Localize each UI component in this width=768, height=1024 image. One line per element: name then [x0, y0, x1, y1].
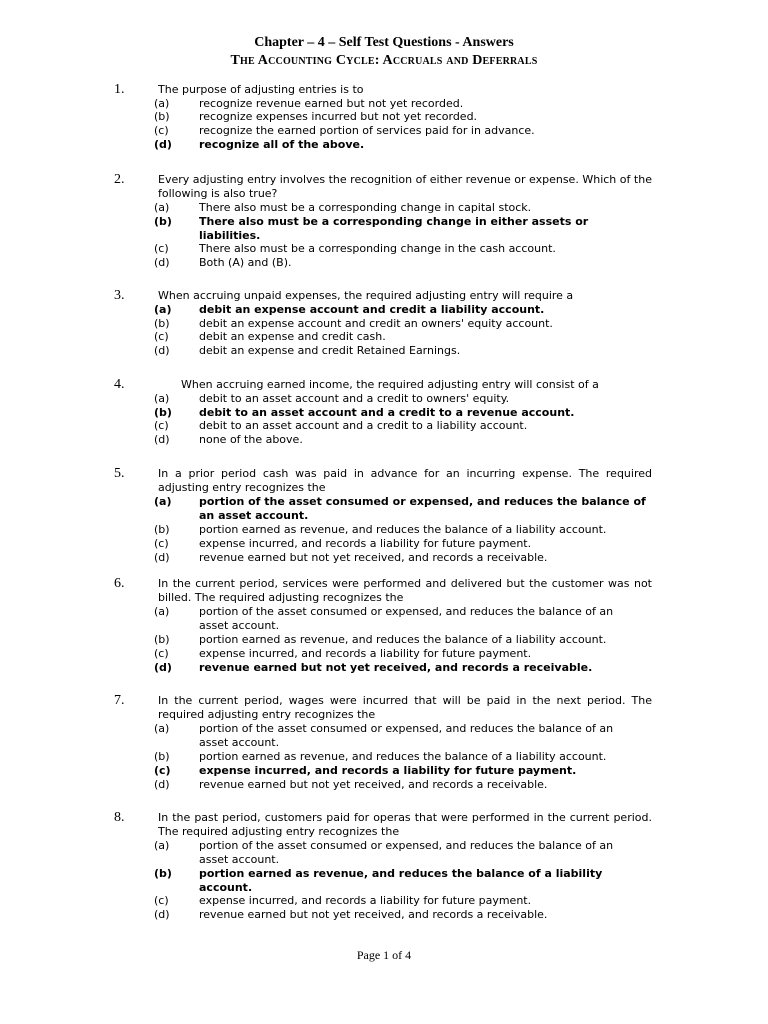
page-number: Page 1 of 4 — [356, 948, 412, 962]
question-stem: In the current period, wages were incurred that will be paid in the next period. The required adjusting entry recognizes the — [158, 694, 652, 721]
document-title: Chapter – 4 – Self Test Questions - Answers — [254, 35, 514, 50]
question-number: 6. — [114, 576, 125, 591]
question-stem: The purpose of adjusting entries is to — [158, 83, 364, 96]
question-number: 1. — [114, 82, 125, 97]
question-number: 3. — [114, 288, 125, 303]
question-stem: In a prior period cash was paid in advance for an incurring expense. The required adjusting entry recognizes the — [158, 467, 652, 494]
question-number: 8. — [114, 810, 125, 825]
question-number: 7. — [114, 693, 125, 708]
question-stem: Every adjusting entry involves the recognition of either revenue or expense. Which of the following is also true? — [158, 173, 652, 200]
question-stem: When accruing earned income, the required adjusting entry will consist of a — [181, 378, 599, 391]
question-stem: When accruing unpaid expenses, the required adjusting entry will require a — [158, 289, 574, 302]
document-subtitle: The Accounting Cycle: Accruals and Deferrals — [230, 53, 538, 68]
question-number: 2. — [114, 172, 125, 187]
question-number: 4. — [114, 377, 125, 392]
question-number: 5. — [114, 466, 125, 481]
question-stem: In the past period, customers paid for operas that were performed in the current period. The required adjusting entry recognizes the — [158, 811, 652, 838]
question-stem: In the current period, services were performed and delivered but the customer was not billed. The required adjusting recognizes the — [158, 577, 652, 604]
